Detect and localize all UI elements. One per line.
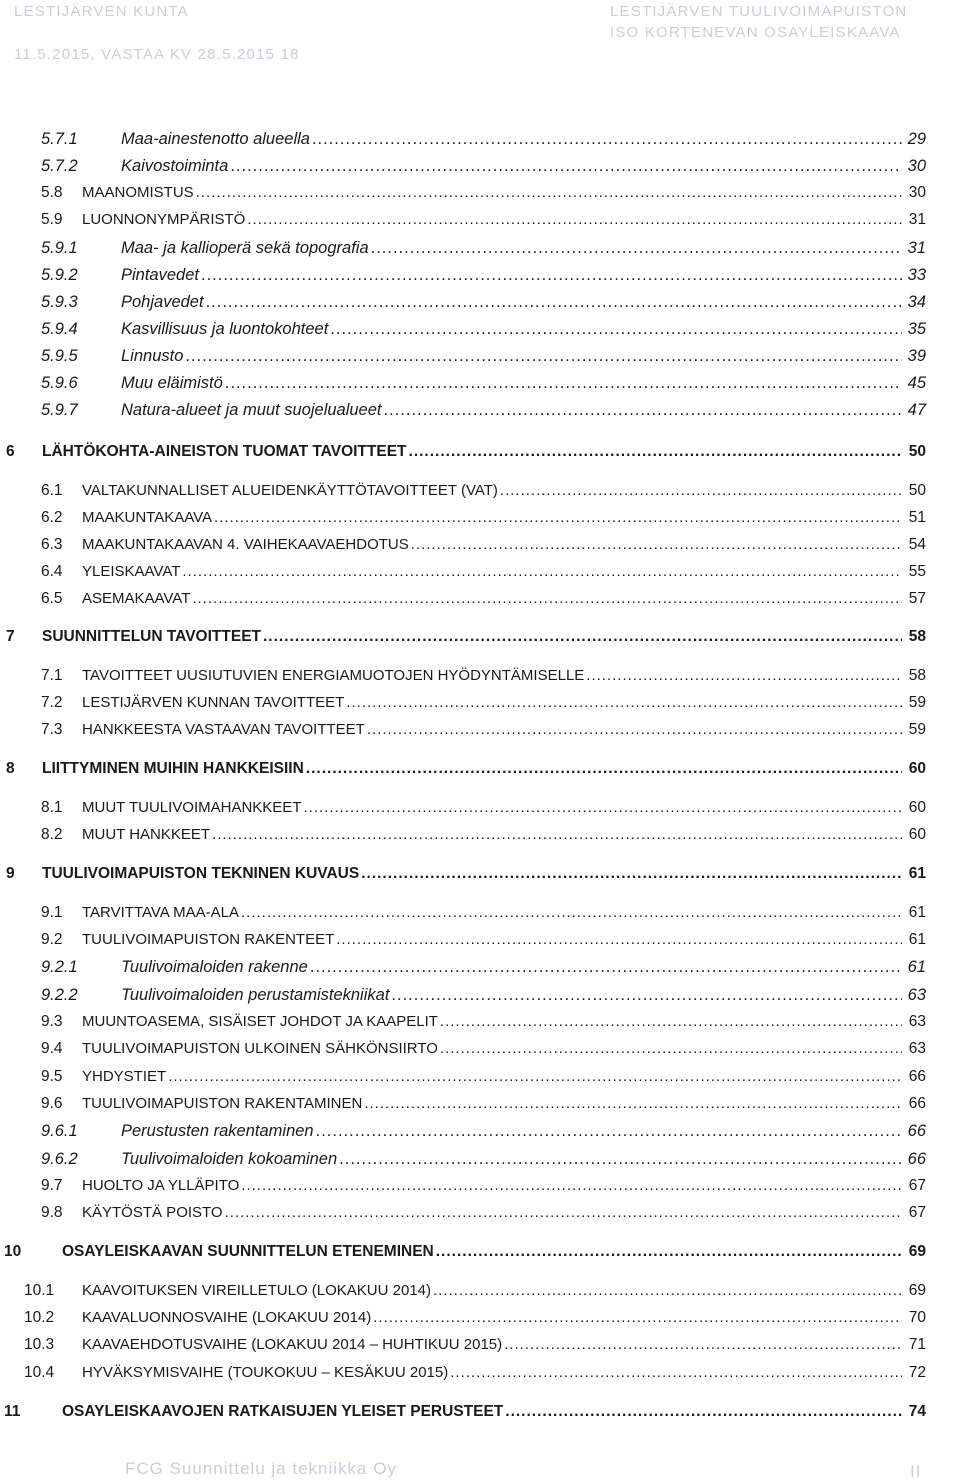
toc-entry-page: 45 — [907, 374, 926, 392]
toc-entry-number: 9.6.1 — [41, 1122, 78, 1140]
toc-leader-dots — [241, 1174, 902, 1198]
toc-entry-number: 6.5 — [41, 590, 63, 607]
toc-entry-title: LUONNONYMPÄRISTÖ — [82, 211, 246, 228]
toc-entry-number: 9.2.1 — [41, 958, 78, 976]
toc-entry-page: 70 — [908, 1309, 926, 1326]
toc-entry-page: 74 — [908, 1403, 926, 1420]
toc-entry-page: 31 — [908, 211, 926, 228]
toc-leader-dots — [433, 1279, 902, 1303]
toc-entry-title: Perustusten rakentaminen — [121, 1122, 314, 1140]
toc-leader-dots — [316, 1119, 902, 1143]
toc-entry-number: 8 — [6, 760, 15, 777]
toc-entry-page: 47 — [907, 401, 926, 419]
toc-entry-number: 10.4 — [24, 1364, 55, 1381]
toc-entry-title: Muu eläimistö — [121, 374, 223, 392]
toc-entry-page: 30 — [907, 157, 926, 175]
toc-leader-dots — [409, 440, 902, 464]
toc-entry-page: 58 — [908, 667, 926, 684]
toc-entry[interactable] — [0, 1010, 960, 1034]
toc-entry-title: Pintavedet — [121, 266, 199, 284]
toc-entry-title: HYVÄKSYMISVAIHE (TOUKOKUU – KESÄKUU 2015) — [82, 1364, 449, 1381]
toc-entry-title: TAVOITTEET UUSIUTUVIEN ENERGIAMUOTOJEN HYÖDYNTÄMISELLE — [82, 667, 585, 684]
toc-entry-page: 58 — [908, 628, 926, 645]
toc-entry-number: 5.9.2 — [41, 266, 78, 284]
toc-entry-page: 60 — [908, 760, 926, 777]
toc-entry[interactable] — [0, 1306, 960, 1330]
toc-entry-title: YHDYSTIET — [82, 1068, 167, 1085]
toc-entry-number: 5.9.3 — [41, 293, 78, 311]
toc-entry-page: 29 — [907, 130, 926, 148]
toc-entry-page: 30 — [908, 184, 926, 201]
toc-entry-title: Maa-ainestenotto alueella — [121, 130, 310, 148]
toc-entry-number: 5.9.1 — [41, 239, 78, 257]
toc-entry-title: KAAVALUONNOSVAIHE (LOKAKUU 2014) — [82, 1309, 372, 1326]
toc-entry-number: 10 — [4, 1243, 22, 1260]
toc-entry-number: 5.9 — [41, 211, 63, 228]
toc-entry[interactable] — [0, 1174, 960, 1198]
toc-entry-number: 6.4 — [41, 563, 63, 580]
toc-entry[interactable] — [0, 983, 960, 1007]
toc-leader-dots — [168, 1065, 902, 1089]
toc-leader-dots — [225, 1201, 902, 1225]
toc-entry-page: 35 — [907, 320, 926, 338]
toc-leader-dots — [303, 796, 902, 820]
toc-entry-number: 9 — [6, 865, 15, 882]
toc-entry-page: 50 — [908, 443, 926, 460]
toc-entry-page: 63 — [908, 1040, 926, 1057]
toc-entry-page: 71 — [908, 1336, 926, 1353]
toc-entry-number: 9.2.2 — [41, 986, 78, 1004]
toc-entry[interactable] — [0, 263, 960, 287]
toc-entry-number: 9.2 — [41, 931, 63, 948]
toc-entry[interactable] — [0, 560, 960, 584]
toc-entry-title: MAAKUNTAKAAVA — [82, 509, 213, 526]
toc-entry-number: 9.8 — [41, 1204, 63, 1221]
toc-entry-number: 7 — [6, 628, 15, 645]
header-date: 11.5.2015, VASTAA KV 28.5.2015 18 — [14, 46, 300, 63]
toc-entry[interactable] — [0, 955, 960, 979]
toc-entry-page: 63 — [907, 986, 926, 1004]
toc-entry-page: 66 — [908, 1068, 926, 1085]
toc-entry-number: 6.2 — [41, 509, 63, 526]
toc-entry-title: KAAVOITUKSEN VIREILLETULO (LOKAKUU 2014) — [82, 1282, 432, 1299]
toc-entry[interactable] — [0, 691, 960, 715]
toc-entry[interactable] — [0, 127, 960, 151]
toc-entry-number: 5.9.5 — [41, 347, 78, 365]
toc-entry[interactable] — [0, 440, 960, 464]
toc-entry-number: 10.2 — [24, 1309, 55, 1326]
toc-leader-dots — [312, 127, 902, 151]
toc-leader-dots — [505, 1400, 902, 1424]
toc-entry-title: TUULIVOIMAPUISTON TEKNINEN KUVAUS — [42, 865, 360, 882]
toc-entry-number: 9.6 — [41, 1095, 63, 1112]
header-project: LESTIJÄRVEN TUULIVOIMAPUISTON — [610, 3, 908, 20]
toc-entry[interactable] — [0, 757, 960, 781]
toc-entry-page: 66 — [907, 1150, 926, 1168]
toc-entry-title: MUUNTOASEMA, SISÄISET JOHDOT JA KAAPELIT — [82, 1013, 438, 1030]
toc-entry[interactable] — [0, 208, 960, 232]
toc-entry-title: Kasvillisuus ja luontokohteet — [121, 320, 329, 338]
toc-entry-page: 67 — [908, 1204, 926, 1221]
toc-entry-number: 6.1 — [41, 482, 63, 499]
toc-leader-dots — [504, 1333, 902, 1357]
toc-entry-page: 57 — [908, 590, 926, 607]
toc-entry-page: 61 — [907, 958, 926, 976]
toc-leader-dots — [225, 371, 902, 395]
toc-entry-title: VALTAKUNNALLISET ALUEIDENKÄYTTÖTAVOITTEET (VAT) — [82, 482, 498, 499]
toc-entry-number: 9.4 — [41, 1040, 63, 1057]
toc-entry-number: 10.1 — [24, 1282, 55, 1299]
toc-entry-number: 9.5 — [41, 1068, 63, 1085]
toc-leader-dots — [364, 1092, 902, 1116]
toc-entry-page: 72 — [908, 1364, 926, 1381]
toc-leader-dots — [201, 263, 902, 287]
toc-leader-dots — [192, 587, 902, 611]
toc-entry-number: 6 — [6, 443, 15, 460]
toc-entry-title: Tuulivoimaloiden perustamistekniikat — [121, 986, 390, 1004]
toc-entry-title: KÄYTÖSTÄ POISTO — [82, 1204, 223, 1221]
toc-leader-dots — [384, 398, 903, 422]
toc-entry-number: 9.7 — [41, 1177, 63, 1194]
toc-entry[interactable] — [0, 1400, 960, 1424]
toc-leader-dots — [247, 208, 902, 232]
toc-entry[interactable] — [0, 625, 960, 649]
toc-entry-page: 59 — [908, 694, 926, 711]
toc-entry[interactable] — [0, 398, 960, 422]
toc-entry[interactable] — [0, 862, 960, 886]
toc-entry-page: 63 — [908, 1013, 926, 1030]
header-plan-name: ISO KORTENEVAN OSAYLEISKAAVA — [610, 24, 901, 41]
toc-leader-dots — [306, 757, 902, 781]
toc-entry[interactable] — [0, 796, 960, 820]
toc-entry[interactable] — [0, 1333, 960, 1357]
toc-entry-title: LIITTYMINEN MUIHIN HANKKEISIIN — [42, 760, 304, 777]
toc-entry[interactable] — [0, 1065, 960, 1089]
toc-entry[interactable] — [0, 290, 960, 314]
toc-entry[interactable] — [0, 664, 960, 688]
toc-leader-dots — [241, 901, 902, 925]
toc-entry[interactable] — [0, 479, 960, 503]
toc-entry-number: 5.9.6 — [41, 374, 78, 392]
footer-company: FCG Suunnittelu ja tekniikka Oy — [125, 1459, 397, 1478]
toc-entry[interactable] — [0, 1147, 960, 1171]
toc-entry-page: 61 — [908, 931, 926, 948]
toc-entry-number: 10.3 — [24, 1336, 55, 1353]
toc-entry-number: 7.1 — [41, 667, 63, 684]
toc-entry-number: 7.3 — [41, 721, 63, 738]
toc-entry-title: TUULIVOIMAPUISTON RAKENTAMINEN — [82, 1095, 363, 1112]
toc-leader-dots — [212, 823, 902, 847]
toc-leader-dots — [391, 983, 902, 1007]
toc-entry-title: Tuulivoimaloiden rakenne — [121, 958, 308, 976]
toc-entry-title: MUUT TUULIVOIMAHANKKEET — [82, 799, 302, 816]
toc-entry[interactable] — [0, 371, 960, 395]
toc-entry[interactable] — [0, 1361, 960, 1385]
toc-entry[interactable] — [0, 587, 960, 611]
toc-entry-number: 11 — [4, 1403, 21, 1420]
toc-entry-title: Tuulivoimaloiden kokoaminen — [121, 1150, 338, 1168]
toc-entry-title: HANKKEESTA VASTAAVAN TAVOITTEET — [82, 721, 365, 738]
toc-entry-title: TARVITTAVA MAA-ALA — [82, 904, 239, 921]
toc-entry[interactable] — [0, 1119, 960, 1143]
toc-entry-page: 69 — [908, 1282, 926, 1299]
toc-entry-title: MAAKUNTAKAAVAN 4. VAIHEKAAVAEHDOTUS — [82, 536, 409, 553]
toc-entry-number: 9.1 — [41, 904, 63, 921]
toc-entry-page: 39 — [907, 347, 926, 365]
toc-entry-title: MUUT HANKKEET — [82, 826, 211, 843]
toc-entry[interactable] — [0, 533, 960, 557]
toc-leader-dots — [263, 625, 902, 649]
toc-entry-page: 67 — [908, 1177, 926, 1194]
toc-entry-title: Linnusto — [121, 347, 184, 365]
toc-entry-title: HUOLTO JA YLLÄPITO — [82, 1177, 240, 1194]
toc-leader-dots — [411, 533, 902, 557]
toc-leader-dots — [185, 344, 902, 368]
toc-entry-page: 66 — [907, 1122, 926, 1140]
toc-entry-number: 5.7.1 — [41, 130, 78, 148]
toc-entry[interactable] — [0, 506, 960, 530]
toc-entry[interactable] — [0, 718, 960, 742]
toc-leader-dots — [339, 1147, 902, 1171]
toc-leader-dots — [330, 317, 902, 341]
toc-entry[interactable] — [0, 928, 960, 952]
toc-entry[interactable] — [0, 154, 960, 178]
toc-leader-dots — [586, 664, 902, 688]
toc-entry-number: 8.1 — [41, 799, 63, 816]
toc-leader-dots — [436, 1240, 902, 1264]
toc-leader-dots — [206, 290, 902, 314]
toc-leader-dots — [367, 718, 902, 742]
toc-leader-dots — [361, 862, 902, 886]
toc-entry-title: Maa- ja kallioperä sekä topografia — [121, 239, 369, 257]
toc-entry-page: 55 — [908, 563, 926, 580]
toc-leader-dots — [230, 154, 902, 178]
toc-leader-dots — [182, 560, 902, 584]
toc-entry[interactable] — [0, 236, 960, 260]
toc-entry-number: 7.2 — [41, 694, 63, 711]
toc-entry[interactable] — [0, 823, 960, 847]
toc-entry-title: LÄHTÖKOHTA-AINEISTON TUOMAT TAVOITTEET — [42, 443, 407, 460]
toc-entry-title: OSAYLEISKAAVOJEN RATKAISUJEN YLEISET PERUSTEET — [62, 1403, 504, 1420]
footer-page-number: II — [910, 1462, 922, 1481]
toc-entry-page: 50 — [908, 482, 926, 499]
toc-entry[interactable] — [0, 1240, 960, 1264]
toc-entry-title: TUULIVOIMAPUISTON RAKENTEET — [82, 931, 335, 948]
toc-leader-dots — [336, 928, 902, 952]
toc-entry[interactable] — [0, 1037, 960, 1061]
toc-leader-dots — [373, 1306, 902, 1330]
toc-entry[interactable] — [0, 1279, 960, 1303]
toc-entry[interactable] — [0, 901, 960, 925]
toc-entry-page: 66 — [908, 1095, 926, 1112]
toc-entry-number: 5.7.2 — [41, 157, 78, 175]
toc-entry[interactable] — [0, 1092, 960, 1116]
toc-entry-page: 31 — [907, 239, 926, 257]
toc-entry-page: 34 — [907, 293, 926, 311]
toc-leader-dots — [450, 1361, 902, 1385]
header-municipality: LESTIJÄRVEN KUNTA — [14, 3, 189, 20]
toc-entry-title: LESTIJÄRVEN KUNNAN TAVOITTEET — [82, 694, 345, 711]
toc-leader-dots — [310, 955, 902, 979]
toc-entry-page: 60 — [908, 826, 926, 843]
toc-entry-number: 5.9.4 — [41, 320, 78, 338]
toc-entry-title: MAANOMISTUS — [82, 184, 194, 201]
toc-entry-number: 5.8 — [41, 184, 63, 201]
toc-entry[interactable] — [0, 1201, 960, 1225]
toc-entry-number: 9.3 — [41, 1013, 63, 1030]
toc-leader-dots — [371, 236, 902, 260]
toc-entry-title: Natura-alueet ja muut suojelualueet — [121, 401, 382, 419]
toc-entry-title: SUUNNITTELUN TAVOITTEET — [42, 628, 261, 645]
toc-entry-page: 51 — [908, 509, 926, 526]
toc-entry[interactable] — [0, 317, 960, 341]
toc-entry-title: Pohjavedet — [121, 293, 204, 311]
toc-entry-title: YLEISKAAVAT — [82, 563, 181, 580]
toc-entry-number: 5.9.7 — [41, 401, 78, 419]
toc-entry-title: TUULIVOIMAPUISTON ULKOINEN SÄHKÖNSIIRTO — [82, 1040, 438, 1057]
toc-entry-page: 60 — [908, 799, 926, 816]
toc-leader-dots — [500, 479, 902, 503]
toc-entry-page: 61 — [908, 865, 926, 882]
toc-entry-page: 33 — [907, 266, 926, 284]
toc-entry-number: 8.2 — [41, 826, 63, 843]
toc-entry-page: 61 — [908, 904, 926, 921]
toc-entry-title: Kaivostoiminta — [121, 157, 229, 175]
toc-leader-dots — [346, 691, 902, 715]
toc-entry-title: ASEMAKAAVAT — [82, 590, 191, 607]
toc-leader-dots — [214, 506, 902, 530]
toc-entry-title: OSAYLEISKAAVAN SUUNNITTELUN ETENEMINEN — [62, 1243, 434, 1260]
toc-entry-page: 54 — [908, 536, 926, 553]
toc-leader-dots — [196, 181, 902, 205]
toc-entry-page: 59 — [908, 721, 926, 738]
toc-leader-dots — [440, 1010, 902, 1034]
toc-entry-title: KAAVAEHDOTUSVAIHE (LOKAKUU 2014 – HUHTIKUU 2015) — [82, 1336, 503, 1353]
toc-entry[interactable] — [0, 181, 960, 205]
toc-entry-number: 6.3 — [41, 536, 63, 553]
toc-entry[interactable] — [0, 344, 960, 368]
toc-entry-number: 9.6.2 — [41, 1150, 78, 1168]
toc-leader-dots — [440, 1037, 902, 1061]
toc-entry-page: 69 — [908, 1243, 926, 1260]
